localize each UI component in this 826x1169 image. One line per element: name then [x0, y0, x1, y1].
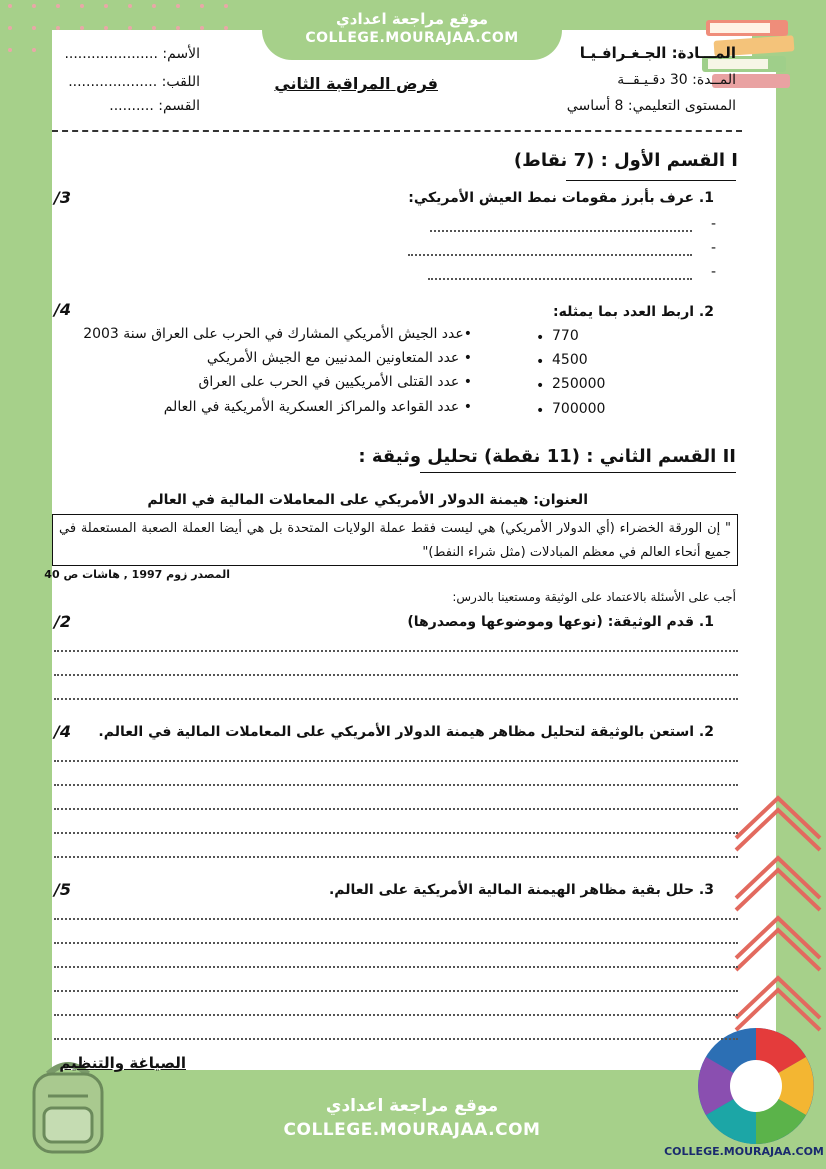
- answer-line[interactable]: [54, 674, 738, 676]
- decorative-dot: [8, 26, 12, 30]
- answer-line[interactable]: [54, 966, 738, 968]
- link-description[interactable]: • عدد القتلى الأمريكيين في الحرب على العراق: [198, 374, 472, 390]
- level-line: المستوى التعليمي: 8 أساسي: [566, 98, 736, 114]
- site-url: COLLEGE.MOURAJAA.COM: [305, 30, 519, 46]
- decorative-dot: [176, 4, 180, 8]
- link-number[interactable]: 4500: [552, 352, 588, 368]
- answer-line[interactable]: [54, 698, 738, 700]
- answer-line[interactable]: [54, 808, 738, 810]
- answer-line[interactable]: [54, 760, 738, 762]
- answer-line[interactable]: [430, 230, 692, 232]
- chevrons-decoration: [728, 790, 826, 1050]
- s2-q1-points: /2: [54, 612, 71, 631]
- s2-q3-text: 3. حلل بقية مظاهر الهيمنة المالية الأمريكية على العالم.: [328, 882, 714, 898]
- answer-line[interactable]: [54, 990, 738, 992]
- section-2-heading: II القسم الثاني : (11 نقطة) تحليل وثيقة :: [358, 446, 736, 467]
- document-title: العنوان: هيمنة الدولار الأمريكي على المعاملات المالية في العالم: [147, 492, 588, 508]
- link-description[interactable]: • عدد القواعد والمراكز العسكرية الأمريكية في العالم: [163, 399, 472, 415]
- s2-q2-text: 2. استعن بالوثيقة لتحليل مظاهر هيمنة الدولار الأمريكي على المعاملات المالية في العالم.: [98, 724, 714, 740]
- s2-q1-text: 1. قدم الوثيقة: (نوعها وموضوعها ومصدرها): [407, 614, 714, 630]
- answer-line[interactable]: [54, 856, 738, 858]
- site-banner-bottom[interactable]: [262, 1080, 562, 1169]
- link-number[interactable]: 250000: [552, 376, 606, 392]
- decorative-dot: [56, 4, 60, 8]
- badge-url: COLLEGE.MOURAJAA.COM: [664, 1145, 824, 1158]
- link-description[interactable]: •عدد الجيش الأمريكي المشارك في الحرب على العراق سنة 2003: [83, 326, 472, 342]
- surname-field[interactable]: اللقب: ....................: [68, 74, 200, 90]
- answer-line[interactable]: [54, 650, 738, 652]
- s2-q2-points: /4: [54, 722, 71, 741]
- answer-line[interactable]: [54, 1038, 738, 1040]
- subject-line: المـــادة: الجـغـرافـيـا: [579, 44, 736, 62]
- link-number[interactable]: 700000: [552, 401, 606, 417]
- decorative-dot: [224, 4, 228, 8]
- s1-q2-text: 2. اربط العدد بما يمثله:: [553, 304, 714, 320]
- answer-line[interactable]: [54, 918, 738, 920]
- s1-q2-points: /4: [54, 300, 71, 319]
- document-quote: " إن الورقة الخضراء (أي الدولار الأمريكي) هي ليست فقط عملة الولايات المتحدة بل هي أيضا العملة الصعبة المستعملة في جميع أنحاء العالم في معظم المبادلات (مثل شراء النفط)": [52, 514, 738, 566]
- school-subjects-wheel-icon: [694, 1024, 818, 1148]
- site-url-bottom: COLLEGE.MOURAJAA.COM: [283, 1120, 541, 1140]
- instruction-text: أجب على الأسئلة بالاعتماد على الوثيقة ومستعينا بالدرس:: [452, 590, 736, 604]
- class-field[interactable]: القسم: ..........: [109, 98, 200, 114]
- decorative-dot: [152, 4, 156, 8]
- bullet-dot: •: [536, 330, 545, 346]
- section-2-underline: [420, 472, 736, 473]
- presentation-heading: الصياغة والتنظيم: [59, 1054, 186, 1072]
- section-1-underline: [566, 180, 736, 181]
- section-1-heading: I القسم الأول : (7 نقاط): [513, 150, 738, 171]
- bullet-dot: •: [536, 354, 545, 370]
- site-banner-top[interactable]: [262, 0, 562, 60]
- answer-line[interactable]: [54, 784, 738, 786]
- s1-q1-dash-1: -: [710, 216, 716, 232]
- bullet-dot: •: [536, 403, 545, 419]
- header-divider: [52, 130, 742, 132]
- decorative-dot: [8, 48, 12, 52]
- site-name: موقع مراجعة اعدادي: [336, 10, 488, 28]
- s1-q1-points: /3: [54, 188, 71, 207]
- exam-title: فرض المراقبة الثاني: [274, 74, 438, 93]
- decorative-dot: [200, 4, 204, 8]
- answer-line[interactable]: [54, 832, 738, 834]
- decorative-dot: [32, 26, 36, 30]
- answer-line[interactable]: [54, 1014, 738, 1016]
- link-number[interactable]: 770: [552, 328, 579, 344]
- s1-q1-dash-3: -: [710, 264, 716, 280]
- s1-q1-text: 1. عرف بأبرز مقومات نمط العيش الأمريكي:: [408, 190, 714, 206]
- s1-q1-dash-2: -: [710, 240, 716, 256]
- document-source: المصدر زوم 1997 , هاشات ص 40: [44, 568, 230, 581]
- decorative-dot: [80, 4, 84, 8]
- decorative-dot: [8, 4, 12, 8]
- duration-line: المــدة: 30 دقـيـقــة: [617, 72, 736, 88]
- link-description[interactable]: • عدد المتعاونين المدنيين مع الجيش الأمريكي: [206, 350, 472, 366]
- decorative-dot: [104, 4, 108, 8]
- s2-q3-points: /5: [54, 880, 71, 899]
- site-name-bottom: موقع مراجعة اعدادي: [325, 1096, 499, 1116]
- answer-line[interactable]: [428, 278, 692, 280]
- decorative-dot: [32, 4, 36, 8]
- decorative-dot: [128, 4, 132, 8]
- name-field[interactable]: الأسم: .....................: [64, 46, 200, 62]
- bullet-dot: •: [536, 378, 545, 394]
- answer-line[interactable]: [408, 254, 692, 256]
- answer-line[interactable]: [54, 942, 738, 944]
- decorative-dot: [32, 48, 36, 52]
